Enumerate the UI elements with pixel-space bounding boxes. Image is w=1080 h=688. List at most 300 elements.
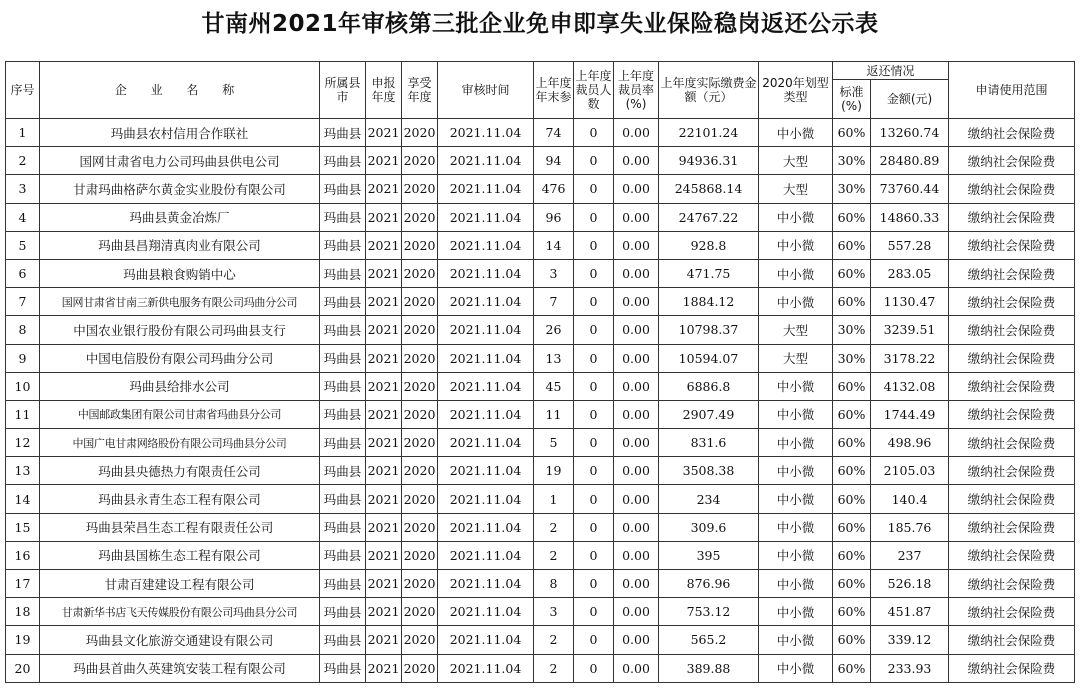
cell-usage-scope: 缴纳社会保险费 bbox=[949, 203, 1075, 231]
cell-enjoy-year: 2020 bbox=[402, 429, 438, 457]
cell-paid-amount: 3508.38 bbox=[659, 457, 759, 485]
cell-standard: 60% bbox=[833, 485, 871, 513]
cell-standard: 60% bbox=[833, 231, 871, 259]
cell-insured-count: 3 bbox=[534, 259, 574, 287]
cell-insured-count: 5 bbox=[534, 429, 574, 457]
cell-seq: 6 bbox=[6, 259, 40, 287]
cell-usage-scope: 缴纳社会保险费 bbox=[949, 175, 1075, 203]
cell-enterprise-type: 中小微 bbox=[759, 372, 833, 400]
cell-usage-scope: 缴纳社会保险费 bbox=[949, 344, 1075, 372]
cell-layoff-count: 0 bbox=[574, 147, 614, 175]
table-row bbox=[6, 119, 1075, 147]
cell-report-year: 2021 bbox=[366, 598, 402, 626]
cell-enterprise-type: 中小微 bbox=[759, 485, 833, 513]
cell-enjoy-year: 2020 bbox=[402, 316, 438, 344]
cell-refund-amount: 557.28 bbox=[871, 231, 949, 259]
cell-county: 玛曲县 bbox=[320, 147, 366, 175]
cell-company-name: 玛曲县首曲久英建筑安装工程有限公司 bbox=[40, 654, 320, 682]
cell-layoff-count: 0 bbox=[574, 344, 614, 372]
cell-layoff-count: 0 bbox=[574, 626, 614, 654]
cell-audit-time: 2021.11.04 bbox=[438, 598, 534, 626]
cell-county: 玛曲县 bbox=[320, 344, 366, 372]
cell-paid-amount: 6886.8 bbox=[659, 372, 759, 400]
cell-refund-amount: 339.12 bbox=[871, 626, 949, 654]
cell-enterprise-type: 中小微 bbox=[759, 203, 833, 231]
cell-enterprise-type: 中小微 bbox=[759, 626, 833, 654]
cell-paid-amount: 245868.14 bbox=[659, 175, 759, 203]
cell-layoff-rate: 0.00 bbox=[614, 288, 659, 316]
cell-usage-scope: 缴纳社会保险费 bbox=[949, 231, 1075, 259]
cell-seq: 1 bbox=[6, 119, 40, 147]
cell-layoff-count: 0 bbox=[574, 288, 614, 316]
cell-enterprise-type: 中小微 bbox=[759, 429, 833, 457]
cell-report-year: 2021 bbox=[366, 119, 402, 147]
cell-audit-time: 2021.11.04 bbox=[438, 372, 534, 400]
cell-enjoy-year: 2020 bbox=[402, 485, 438, 513]
table-row bbox=[6, 175, 1075, 203]
table-row bbox=[6, 400, 1075, 428]
table-row bbox=[6, 259, 1075, 287]
cell-layoff-rate: 0.00 bbox=[614, 119, 659, 147]
cell-county: 玛曲县 bbox=[320, 119, 366, 147]
table-row bbox=[6, 147, 1075, 175]
cell-usage-scope: 缴纳社会保险费 bbox=[949, 400, 1075, 428]
cell-usage-scope: 缴纳社会保险费 bbox=[949, 259, 1075, 287]
cell-standard: 60% bbox=[833, 654, 871, 682]
cell-seq: 14 bbox=[6, 485, 40, 513]
cell-layoff-rate: 0.00 bbox=[614, 654, 659, 682]
cell-seq: 13 bbox=[6, 457, 40, 485]
header-standard: 标准(%) bbox=[833, 80, 871, 119]
cell-company-name: 中国农业银行股份有限公司玛曲县支行 bbox=[40, 316, 320, 344]
cell-refund-amount: 233.93 bbox=[871, 654, 949, 682]
cell-paid-amount: 1884.12 bbox=[659, 288, 759, 316]
cell-layoff-rate: 0.00 bbox=[614, 231, 659, 259]
cell-layoff-count: 0 bbox=[574, 400, 614, 428]
cell-county: 玛曲县 bbox=[320, 175, 366, 203]
cell-layoff-rate: 0.00 bbox=[614, 429, 659, 457]
cell-usage-scope: 缴纳社会保险费 bbox=[949, 119, 1075, 147]
cell-seq: 17 bbox=[6, 570, 40, 598]
cell-refund-amount: 3178.22 bbox=[871, 344, 949, 372]
cell-company-name: 玛曲县永青生态工程有限公司 bbox=[40, 485, 320, 513]
cell-layoff-count: 0 bbox=[574, 231, 614, 259]
cell-enterprise-type: 中小微 bbox=[759, 457, 833, 485]
cell-enterprise-type: 中小微 bbox=[759, 598, 833, 626]
cell-company-name: 甘肃玛曲格萨尔黄金实业股份有限公司 bbox=[40, 175, 320, 203]
header-audit-time: 审核时间 bbox=[438, 62, 534, 119]
cell-usage-scope: 缴纳社会保险费 bbox=[949, 429, 1075, 457]
cell-insured-count: 8 bbox=[534, 570, 574, 598]
cell-refund-amount: 283.05 bbox=[871, 259, 949, 287]
cell-enjoy-year: 2020 bbox=[402, 513, 438, 541]
cell-usage-scope: 缴纳社会保险费 bbox=[949, 372, 1075, 400]
cell-standard: 60% bbox=[833, 541, 871, 569]
cell-standard: 30% bbox=[833, 147, 871, 175]
cell-paid-amount: 395 bbox=[659, 541, 759, 569]
cell-report-year: 2021 bbox=[366, 400, 402, 428]
cell-seq: 20 bbox=[6, 654, 40, 682]
cell-insured-count: 1 bbox=[534, 485, 574, 513]
cell-county: 玛曲县 bbox=[320, 485, 366, 513]
cell-company-name: 玛曲县黄金冶炼厂 bbox=[40, 203, 320, 231]
cell-seq: 19 bbox=[6, 626, 40, 654]
cell-layoff-count: 0 bbox=[574, 259, 614, 287]
header-layoff-rate: 上年度裁员率(%) bbox=[614, 62, 659, 119]
cell-report-year: 2021 bbox=[366, 344, 402, 372]
header-refund-group: 返还情况 bbox=[833, 62, 949, 80]
cell-standard: 60% bbox=[833, 513, 871, 541]
header-insured-count: 上年度年末参 bbox=[534, 62, 574, 119]
cell-enterprise-type: 大型 bbox=[759, 316, 833, 344]
cell-report-year: 2021 bbox=[366, 259, 402, 287]
cell-refund-amount: 526.18 bbox=[871, 570, 949, 598]
cell-company-name: 玛曲县国栋生态工程有限公司 bbox=[40, 541, 320, 569]
cell-layoff-count: 0 bbox=[574, 513, 614, 541]
table-row bbox=[6, 316, 1075, 344]
cell-audit-time: 2021.11.04 bbox=[438, 203, 534, 231]
cell-paid-amount: 928.8 bbox=[659, 231, 759, 259]
cell-layoff-count: 0 bbox=[574, 570, 614, 598]
header-usage-scope: 申请使用范围 bbox=[949, 62, 1075, 119]
cell-refund-amount: 498.96 bbox=[871, 429, 949, 457]
cell-refund-amount: 185.76 bbox=[871, 513, 949, 541]
cell-county: 玛曲县 bbox=[320, 259, 366, 287]
header-seq: 序号 bbox=[6, 62, 40, 119]
cell-refund-amount: 140.4 bbox=[871, 485, 949, 513]
cell-layoff-count: 0 bbox=[574, 654, 614, 682]
cell-standard: 60% bbox=[833, 259, 871, 287]
cell-insured-count: 2 bbox=[534, 541, 574, 569]
cell-layoff-rate: 0.00 bbox=[614, 598, 659, 626]
cell-standard: 30% bbox=[833, 316, 871, 344]
table-row bbox=[6, 513, 1075, 541]
cell-audit-time: 2021.11.04 bbox=[438, 175, 534, 203]
cell-county: 玛曲县 bbox=[320, 513, 366, 541]
cell-standard: 60% bbox=[833, 570, 871, 598]
cell-audit-time: 2021.11.04 bbox=[438, 570, 534, 598]
cell-usage-scope: 缴纳社会保险费 bbox=[949, 654, 1075, 682]
cell-enjoy-year: 2020 bbox=[402, 288, 438, 316]
table-header bbox=[6, 62, 1075, 119]
cell-layoff-count: 0 bbox=[574, 119, 614, 147]
header-enjoy-year: 享受年度 bbox=[402, 62, 438, 119]
cell-paid-amount: 309.6 bbox=[659, 513, 759, 541]
cell-layoff-rate: 0.00 bbox=[614, 344, 659, 372]
cell-county: 玛曲县 bbox=[320, 316, 366, 344]
cell-layoff-count: 0 bbox=[574, 485, 614, 513]
cell-report-year: 2021 bbox=[366, 570, 402, 598]
header-enterprise-type: 2020年划型类型 bbox=[759, 62, 833, 119]
cell-seq: 7 bbox=[6, 288, 40, 316]
cell-layoff-rate: 0.00 bbox=[614, 485, 659, 513]
cell-seq: 8 bbox=[6, 316, 40, 344]
cell-enterprise-type: 中小微 bbox=[759, 288, 833, 316]
cell-standard: 60% bbox=[833, 400, 871, 428]
cell-refund-amount: 4132.08 bbox=[871, 372, 949, 400]
cell-enjoy-year: 2020 bbox=[402, 654, 438, 682]
cell-paid-amount: 2907.49 bbox=[659, 400, 759, 428]
cell-layoff-count: 0 bbox=[574, 429, 614, 457]
cell-seq: 10 bbox=[6, 372, 40, 400]
cell-paid-amount: 389.88 bbox=[659, 654, 759, 682]
cell-usage-scope: 缴纳社会保险费 bbox=[949, 626, 1075, 654]
cell-audit-time: 2021.11.04 bbox=[438, 626, 534, 654]
cell-county: 玛曲县 bbox=[320, 570, 366, 598]
cell-standard: 60% bbox=[833, 626, 871, 654]
cell-refund-amount: 451.87 bbox=[871, 598, 949, 626]
cell-enterprise-type: 大型 bbox=[759, 175, 833, 203]
cell-usage-scope: 缴纳社会保险费 bbox=[949, 570, 1075, 598]
cell-paid-amount: 10594.07 bbox=[659, 344, 759, 372]
cell-layoff-count: 0 bbox=[574, 316, 614, 344]
cell-enjoy-year: 2020 bbox=[402, 119, 438, 147]
cell-refund-amount: 3239.51 bbox=[871, 316, 949, 344]
cell-county: 玛曲县 bbox=[320, 372, 366, 400]
table-row bbox=[6, 570, 1075, 598]
cell-county: 玛曲县 bbox=[320, 203, 366, 231]
cell-seq: 15 bbox=[6, 513, 40, 541]
cell-company-name: 甘肃新华书店飞天传媒股份有限公司玛曲县分公司 bbox=[40, 598, 320, 626]
cell-county: 玛曲县 bbox=[320, 598, 366, 626]
cell-insured-count: 7 bbox=[534, 288, 574, 316]
cell-county: 玛曲县 bbox=[320, 457, 366, 485]
cell-report-year: 2021 bbox=[366, 457, 402, 485]
cell-report-year: 2021 bbox=[366, 513, 402, 541]
cell-usage-scope: 缴纳社会保险费 bbox=[949, 316, 1075, 344]
header-amount: 金额(元) bbox=[871, 80, 949, 119]
cell-standard: 30% bbox=[833, 175, 871, 203]
table-row bbox=[6, 457, 1075, 485]
cell-layoff-rate: 0.00 bbox=[614, 316, 659, 344]
cell-paid-amount: 471.75 bbox=[659, 259, 759, 287]
cell-enterprise-type: 大型 bbox=[759, 344, 833, 372]
cell-refund-amount: 2105.03 bbox=[871, 457, 949, 485]
cell-insured-count: 2 bbox=[534, 654, 574, 682]
cell-layoff-count: 0 bbox=[574, 372, 614, 400]
cell-paid-amount: 876.96 bbox=[659, 570, 759, 598]
cell-layoff-rate: 0.00 bbox=[614, 626, 659, 654]
cell-insured-count: 26 bbox=[534, 316, 574, 344]
cell-paid-amount: 24767.22 bbox=[659, 203, 759, 231]
cell-county: 玛曲县 bbox=[320, 400, 366, 428]
cell-enterprise-type: 中小微 bbox=[759, 400, 833, 428]
table-row bbox=[6, 288, 1075, 316]
cell-layoff-rate: 0.00 bbox=[614, 372, 659, 400]
table-row bbox=[6, 372, 1075, 400]
cell-audit-time: 2021.11.04 bbox=[438, 147, 534, 175]
table-row bbox=[6, 203, 1075, 231]
cell-standard: 60% bbox=[833, 429, 871, 457]
cell-company-name: 玛曲县昌翔清真肉业有限公司 bbox=[40, 231, 320, 259]
cell-company-name: 玛曲县给排水公司 bbox=[40, 372, 320, 400]
cell-company-name: 玛曲县文化旅游交通建设有限公司 bbox=[40, 626, 320, 654]
cell-insured-count: 476 bbox=[534, 175, 574, 203]
cell-standard: 60% bbox=[833, 372, 871, 400]
cell-standard: 60% bbox=[833, 203, 871, 231]
cell-refund-amount: 1130.47 bbox=[871, 288, 949, 316]
cell-enjoy-year: 2020 bbox=[402, 175, 438, 203]
cell-company-name: 玛曲县荣昌生态工程有限责任公司 bbox=[40, 513, 320, 541]
cell-company-name: 中国广电甘肃网络股份有限公司玛曲县分公司 bbox=[40, 429, 320, 457]
table-row bbox=[6, 231, 1075, 259]
cell-refund-amount: 73760.44 bbox=[871, 175, 949, 203]
cell-audit-time: 2021.11.04 bbox=[438, 259, 534, 287]
table-row bbox=[6, 654, 1075, 682]
cell-insured-count: 45 bbox=[534, 372, 574, 400]
cell-paid-amount: 753.12 bbox=[659, 598, 759, 626]
cell-layoff-rate: 0.00 bbox=[614, 147, 659, 175]
cell-enjoy-year: 2020 bbox=[402, 231, 438, 259]
cell-company-name: 中国电信股份有限公司玛曲分公司 bbox=[40, 344, 320, 372]
cell-seq: 3 bbox=[6, 175, 40, 203]
cell-county: 玛曲县 bbox=[320, 429, 366, 457]
cell-paid-amount: 94936.31 bbox=[659, 147, 759, 175]
header-paid-amount: 上年度实际缴费金额（元） bbox=[659, 62, 759, 119]
cell-enjoy-year: 2020 bbox=[402, 344, 438, 372]
cell-refund-amount: 13260.74 bbox=[871, 119, 949, 147]
cell-audit-time: 2021.11.04 bbox=[438, 231, 534, 259]
cell-audit-time: 2021.11.04 bbox=[438, 288, 534, 316]
cell-enterprise-type: 中小微 bbox=[759, 541, 833, 569]
cell-company-name: 玛曲县央德热力有限责任公司 bbox=[40, 457, 320, 485]
header-county: 所属县市 bbox=[320, 62, 366, 119]
cell-layoff-count: 0 bbox=[574, 598, 614, 626]
cell-enterprise-type: 中小微 bbox=[759, 231, 833, 259]
cell-usage-scope: 缴纳社会保险费 bbox=[949, 457, 1075, 485]
cell-insured-count: 19 bbox=[534, 457, 574, 485]
cell-refund-amount: 237 bbox=[871, 541, 949, 569]
cell-layoff-count: 0 bbox=[574, 541, 614, 569]
table-row bbox=[6, 541, 1075, 569]
cell-enjoy-year: 2020 bbox=[402, 541, 438, 569]
cell-audit-time: 2021.11.04 bbox=[438, 485, 534, 513]
cell-insured-count: 14 bbox=[534, 231, 574, 259]
cell-report-year: 2021 bbox=[366, 654, 402, 682]
cell-company-name: 甘肃百建建设工程有限公司 bbox=[40, 570, 320, 598]
cell-usage-scope: 缴纳社会保险费 bbox=[949, 513, 1075, 541]
table-row bbox=[6, 344, 1075, 372]
cell-report-year: 2021 bbox=[366, 372, 402, 400]
cell-company-name: 玛曲县粮食购销中心 bbox=[40, 259, 320, 287]
cell-company-name: 国网甘肃省电力公司玛曲县供电公司 bbox=[40, 147, 320, 175]
cell-company-name: 玛曲县农村信用合作联社 bbox=[40, 119, 320, 147]
cell-enjoy-year: 2020 bbox=[402, 259, 438, 287]
cell-audit-time: 2021.11.04 bbox=[438, 654, 534, 682]
cell-enjoy-year: 2020 bbox=[402, 147, 438, 175]
cell-report-year: 2021 bbox=[366, 541, 402, 569]
cell-layoff-rate: 0.00 bbox=[614, 541, 659, 569]
cell-report-year: 2021 bbox=[366, 626, 402, 654]
cell-layoff-count: 0 bbox=[574, 175, 614, 203]
cell-seq: 16 bbox=[6, 541, 40, 569]
cell-insured-count: 3 bbox=[534, 598, 574, 626]
table-row bbox=[6, 626, 1075, 654]
cell-enterprise-type: 中小微 bbox=[759, 513, 833, 541]
cell-usage-scope: 缴纳社会保险费 bbox=[949, 485, 1075, 513]
cell-enjoy-year: 2020 bbox=[402, 626, 438, 654]
header-company-name: 企 业 名 称 bbox=[40, 62, 320, 119]
cell-layoff-rate: 0.00 bbox=[614, 457, 659, 485]
cell-county: 玛曲县 bbox=[320, 288, 366, 316]
cell-usage-scope: 缴纳社会保险费 bbox=[949, 288, 1075, 316]
table-row bbox=[6, 429, 1075, 457]
cell-county: 玛曲县 bbox=[320, 541, 366, 569]
cell-seq: 18 bbox=[6, 598, 40, 626]
header-layoff-count: 上年度裁员人数 bbox=[574, 62, 614, 119]
cell-insured-count: 2 bbox=[534, 513, 574, 541]
cell-insured-count: 96 bbox=[534, 203, 574, 231]
cell-standard: 60% bbox=[833, 288, 871, 316]
cell-refund-amount: 28480.89 bbox=[871, 147, 949, 175]
cell-paid-amount: 22101.24 bbox=[659, 119, 759, 147]
cell-layoff-rate: 0.00 bbox=[614, 203, 659, 231]
cell-seq: 2 bbox=[6, 147, 40, 175]
cell-report-year: 2021 bbox=[366, 429, 402, 457]
cell-layoff-count: 0 bbox=[574, 203, 614, 231]
cell-audit-time: 2021.11.04 bbox=[438, 513, 534, 541]
cell-enterprise-type: 中小微 bbox=[759, 259, 833, 287]
cell-county: 玛曲县 bbox=[320, 654, 366, 682]
cell-insured-count: 74 bbox=[534, 119, 574, 147]
table-row bbox=[6, 598, 1075, 626]
cell-report-year: 2021 bbox=[366, 203, 402, 231]
cell-enjoy-year: 2020 bbox=[402, 598, 438, 626]
cell-audit-time: 2021.11.04 bbox=[438, 541, 534, 569]
cell-audit-time: 2021.11.04 bbox=[438, 457, 534, 485]
cell-paid-amount: 234 bbox=[659, 485, 759, 513]
cell-standard: 60% bbox=[833, 119, 871, 147]
cell-usage-scope: 缴纳社会保险费 bbox=[949, 147, 1075, 175]
cell-enjoy-year: 2020 bbox=[402, 400, 438, 428]
cell-seq: 11 bbox=[6, 400, 40, 428]
cell-report-year: 2021 bbox=[366, 485, 402, 513]
cell-company-name: 中国邮政集团有限公司甘肃省玛曲县分公司 bbox=[40, 400, 320, 428]
cell-insured-count: 11 bbox=[534, 400, 574, 428]
cell-usage-scope: 缴纳社会保险费 bbox=[949, 541, 1075, 569]
cell-enterprise-type: 中小微 bbox=[759, 570, 833, 598]
cell-insured-count: 94 bbox=[534, 147, 574, 175]
cell-standard: 60% bbox=[833, 598, 871, 626]
cell-county: 玛曲县 bbox=[320, 231, 366, 259]
cell-report-year: 2021 bbox=[366, 175, 402, 203]
cell-audit-time: 2021.11.04 bbox=[438, 344, 534, 372]
cell-refund-amount: 14860.33 bbox=[871, 203, 949, 231]
cell-enterprise-type: 中小微 bbox=[759, 119, 833, 147]
cell-report-year: 2021 bbox=[366, 231, 402, 259]
cell-refund-amount: 1744.49 bbox=[871, 400, 949, 428]
cell-company-name: 国网甘肃省甘南三新供电服务有限公司玛曲分公司 bbox=[40, 288, 320, 316]
cell-report-year: 2021 bbox=[366, 288, 402, 316]
cell-insured-count: 13 bbox=[534, 344, 574, 372]
cell-enterprise-type: 中小微 bbox=[759, 654, 833, 682]
cell-paid-amount: 831.6 bbox=[659, 429, 759, 457]
cell-standard: 30% bbox=[833, 344, 871, 372]
cell-audit-time: 2021.11.04 bbox=[438, 316, 534, 344]
cell-layoff-rate: 0.00 bbox=[614, 400, 659, 428]
cell-layoff-count: 0 bbox=[574, 457, 614, 485]
cell-enjoy-year: 2020 bbox=[402, 457, 438, 485]
cell-insured-count: 2 bbox=[534, 626, 574, 654]
cell-report-year: 2021 bbox=[366, 147, 402, 175]
cell-layoff-rate: 0.00 bbox=[614, 513, 659, 541]
cell-layoff-rate: 0.00 bbox=[614, 259, 659, 287]
cell-standard: 60% bbox=[833, 457, 871, 485]
table-row bbox=[6, 485, 1075, 513]
cell-paid-amount: 10798.37 bbox=[659, 316, 759, 344]
cell-enjoy-year: 2020 bbox=[402, 372, 438, 400]
cell-layoff-rate: 0.00 bbox=[614, 175, 659, 203]
